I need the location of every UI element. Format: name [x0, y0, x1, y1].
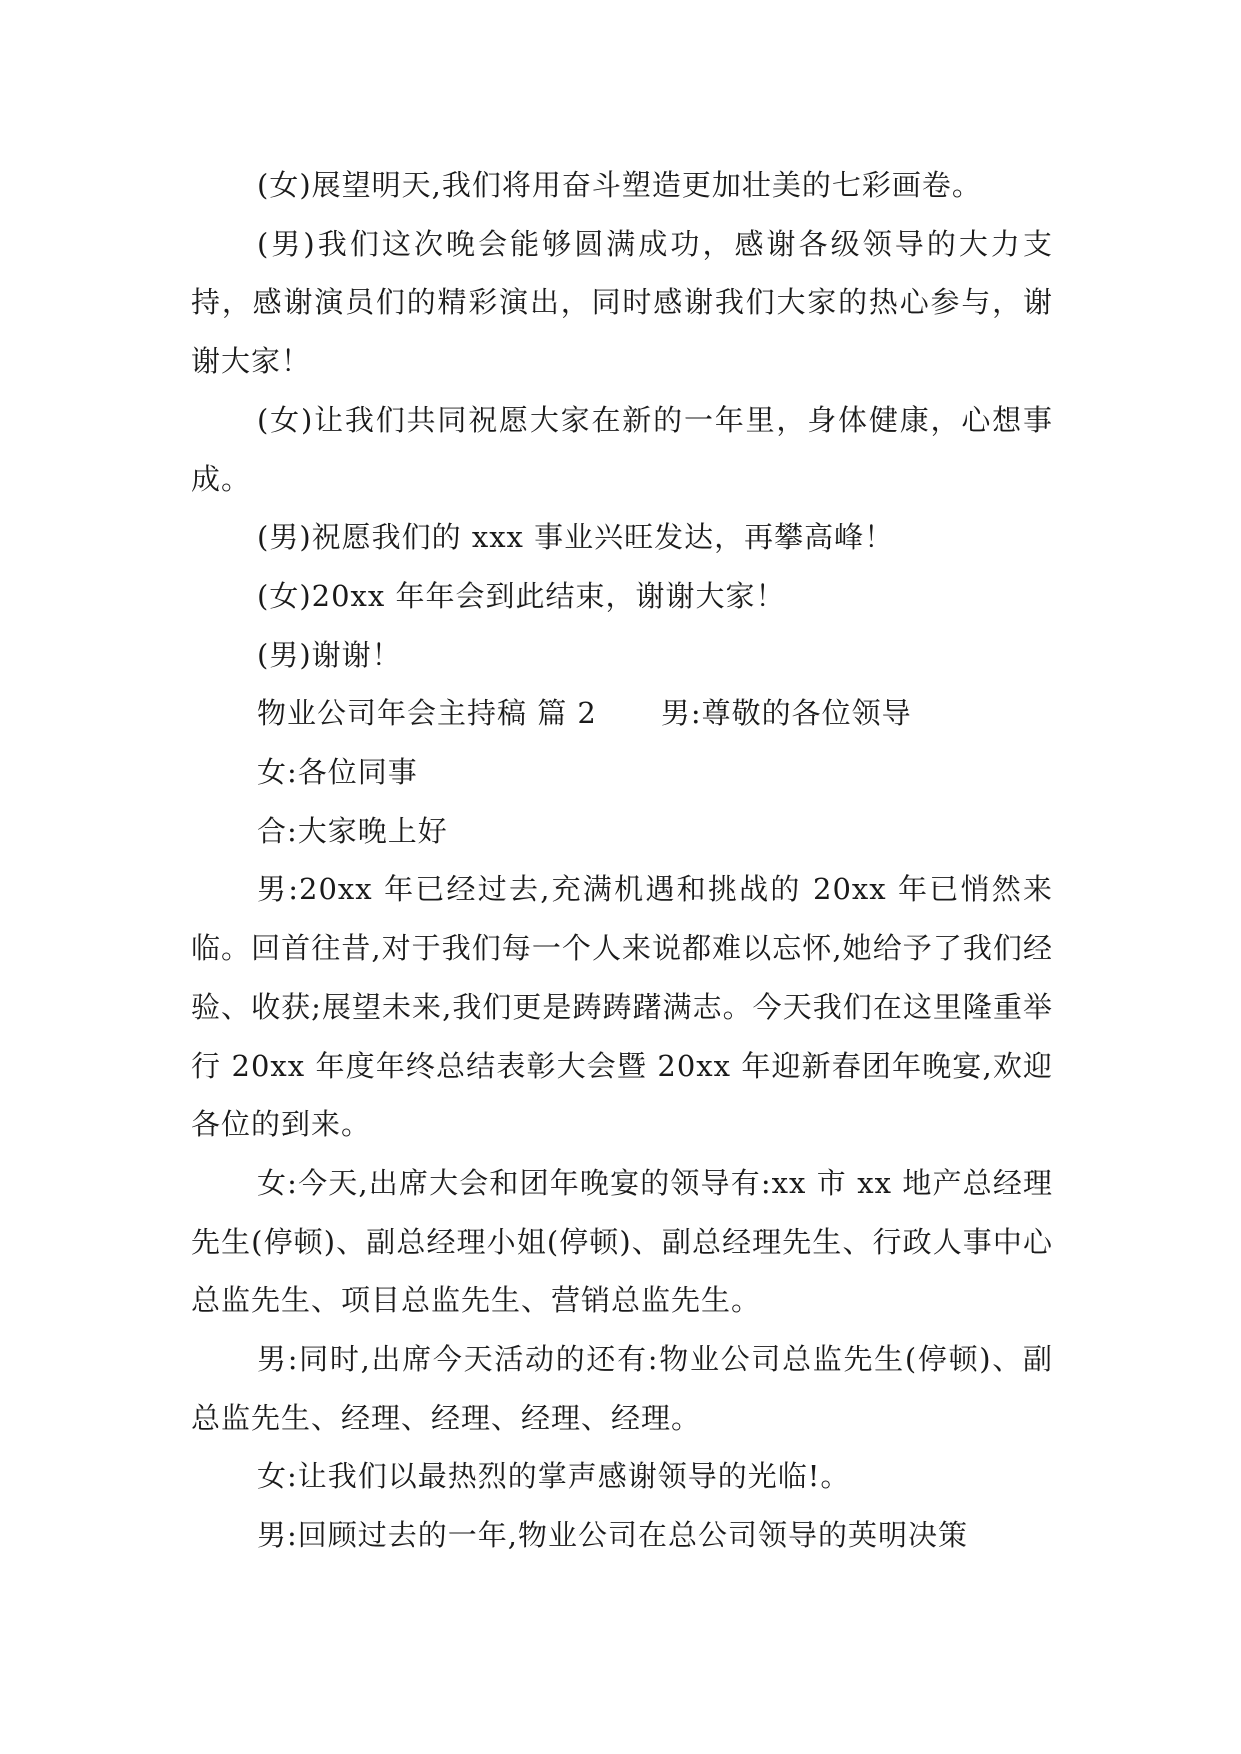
- section-heading-line: [191, 684, 1053, 743]
- paragraph: 女:今天,出席大会和团年晚宴的领导有:xx 市 xx 地产总经理先生(停顿)、副总经理小姐(停顿)、副总经理先生、行政人事中心总监先生、项目总监先生、营销总监先生。: [191, 1165, 1053, 1318]
- paragraph: (男)祝愿我们的 xxx 事业兴旺发达，再攀高峰！: [257, 520, 895, 555]
- section-first-line: 男:尊敬的各位领导: [660, 696, 912, 731]
- paragraph: 男:同时,出席今天活动的还有:物业公司总监先生(停顿)、副总监先生、经理、经理、经理、经理。: [191, 1342, 1053, 1435]
- section-title: 物业公司年会主持稿 篇 2: [257, 696, 597, 731]
- paragraph: (男)谢谢！: [257, 637, 402, 672]
- paragraph: 合:大家晚上好: [257, 813, 448, 848]
- paragraph: (女)展望明天,我们将用奋斗塑造更加壮美的七彩画卷。: [257, 168, 982, 202]
- paragraph: (男)我们这次晚会能够圆满成功，感谢各级领导的大力支持，感谢演员们的精彩演出，同时感谢我们大家的热心参与，谢谢大家！: [191, 226, 1053, 379]
- paragraph: 女:让我们以最热烈的掌声感谢领导的光临!。: [257, 1459, 851, 1494]
- paragraph: 男:20xx 年已经过去,充满机遇和挑战的 20xx 年已悄然来临。回首往昔,对于我们每一个人来说都难以忘怀,她给予了我们经验、收获;展望未来,我们更是踌踌躇满志。今天我们在这里隆重举行 20xx 年度年终总结表彰大会暨 20xx 年迎新春团年晚宴,欢迎各位的到来。: [191, 872, 1053, 1142]
- paragraph: (女)20xx 年年会到此结束，谢谢大家！: [257, 578, 786, 613]
- paragraph: (女)让我们共同祝愿大家在新的一年里，身体健康，心想事成。: [191, 402, 1053, 496]
- paragraph: 女:各位同事: [257, 755, 418, 790]
- paragraph: 男:回顾过去的一年,物业公司在总公司领导的英明决策: [257, 1518, 968, 1553]
- document-body: [191, 156, 1053, 1565]
